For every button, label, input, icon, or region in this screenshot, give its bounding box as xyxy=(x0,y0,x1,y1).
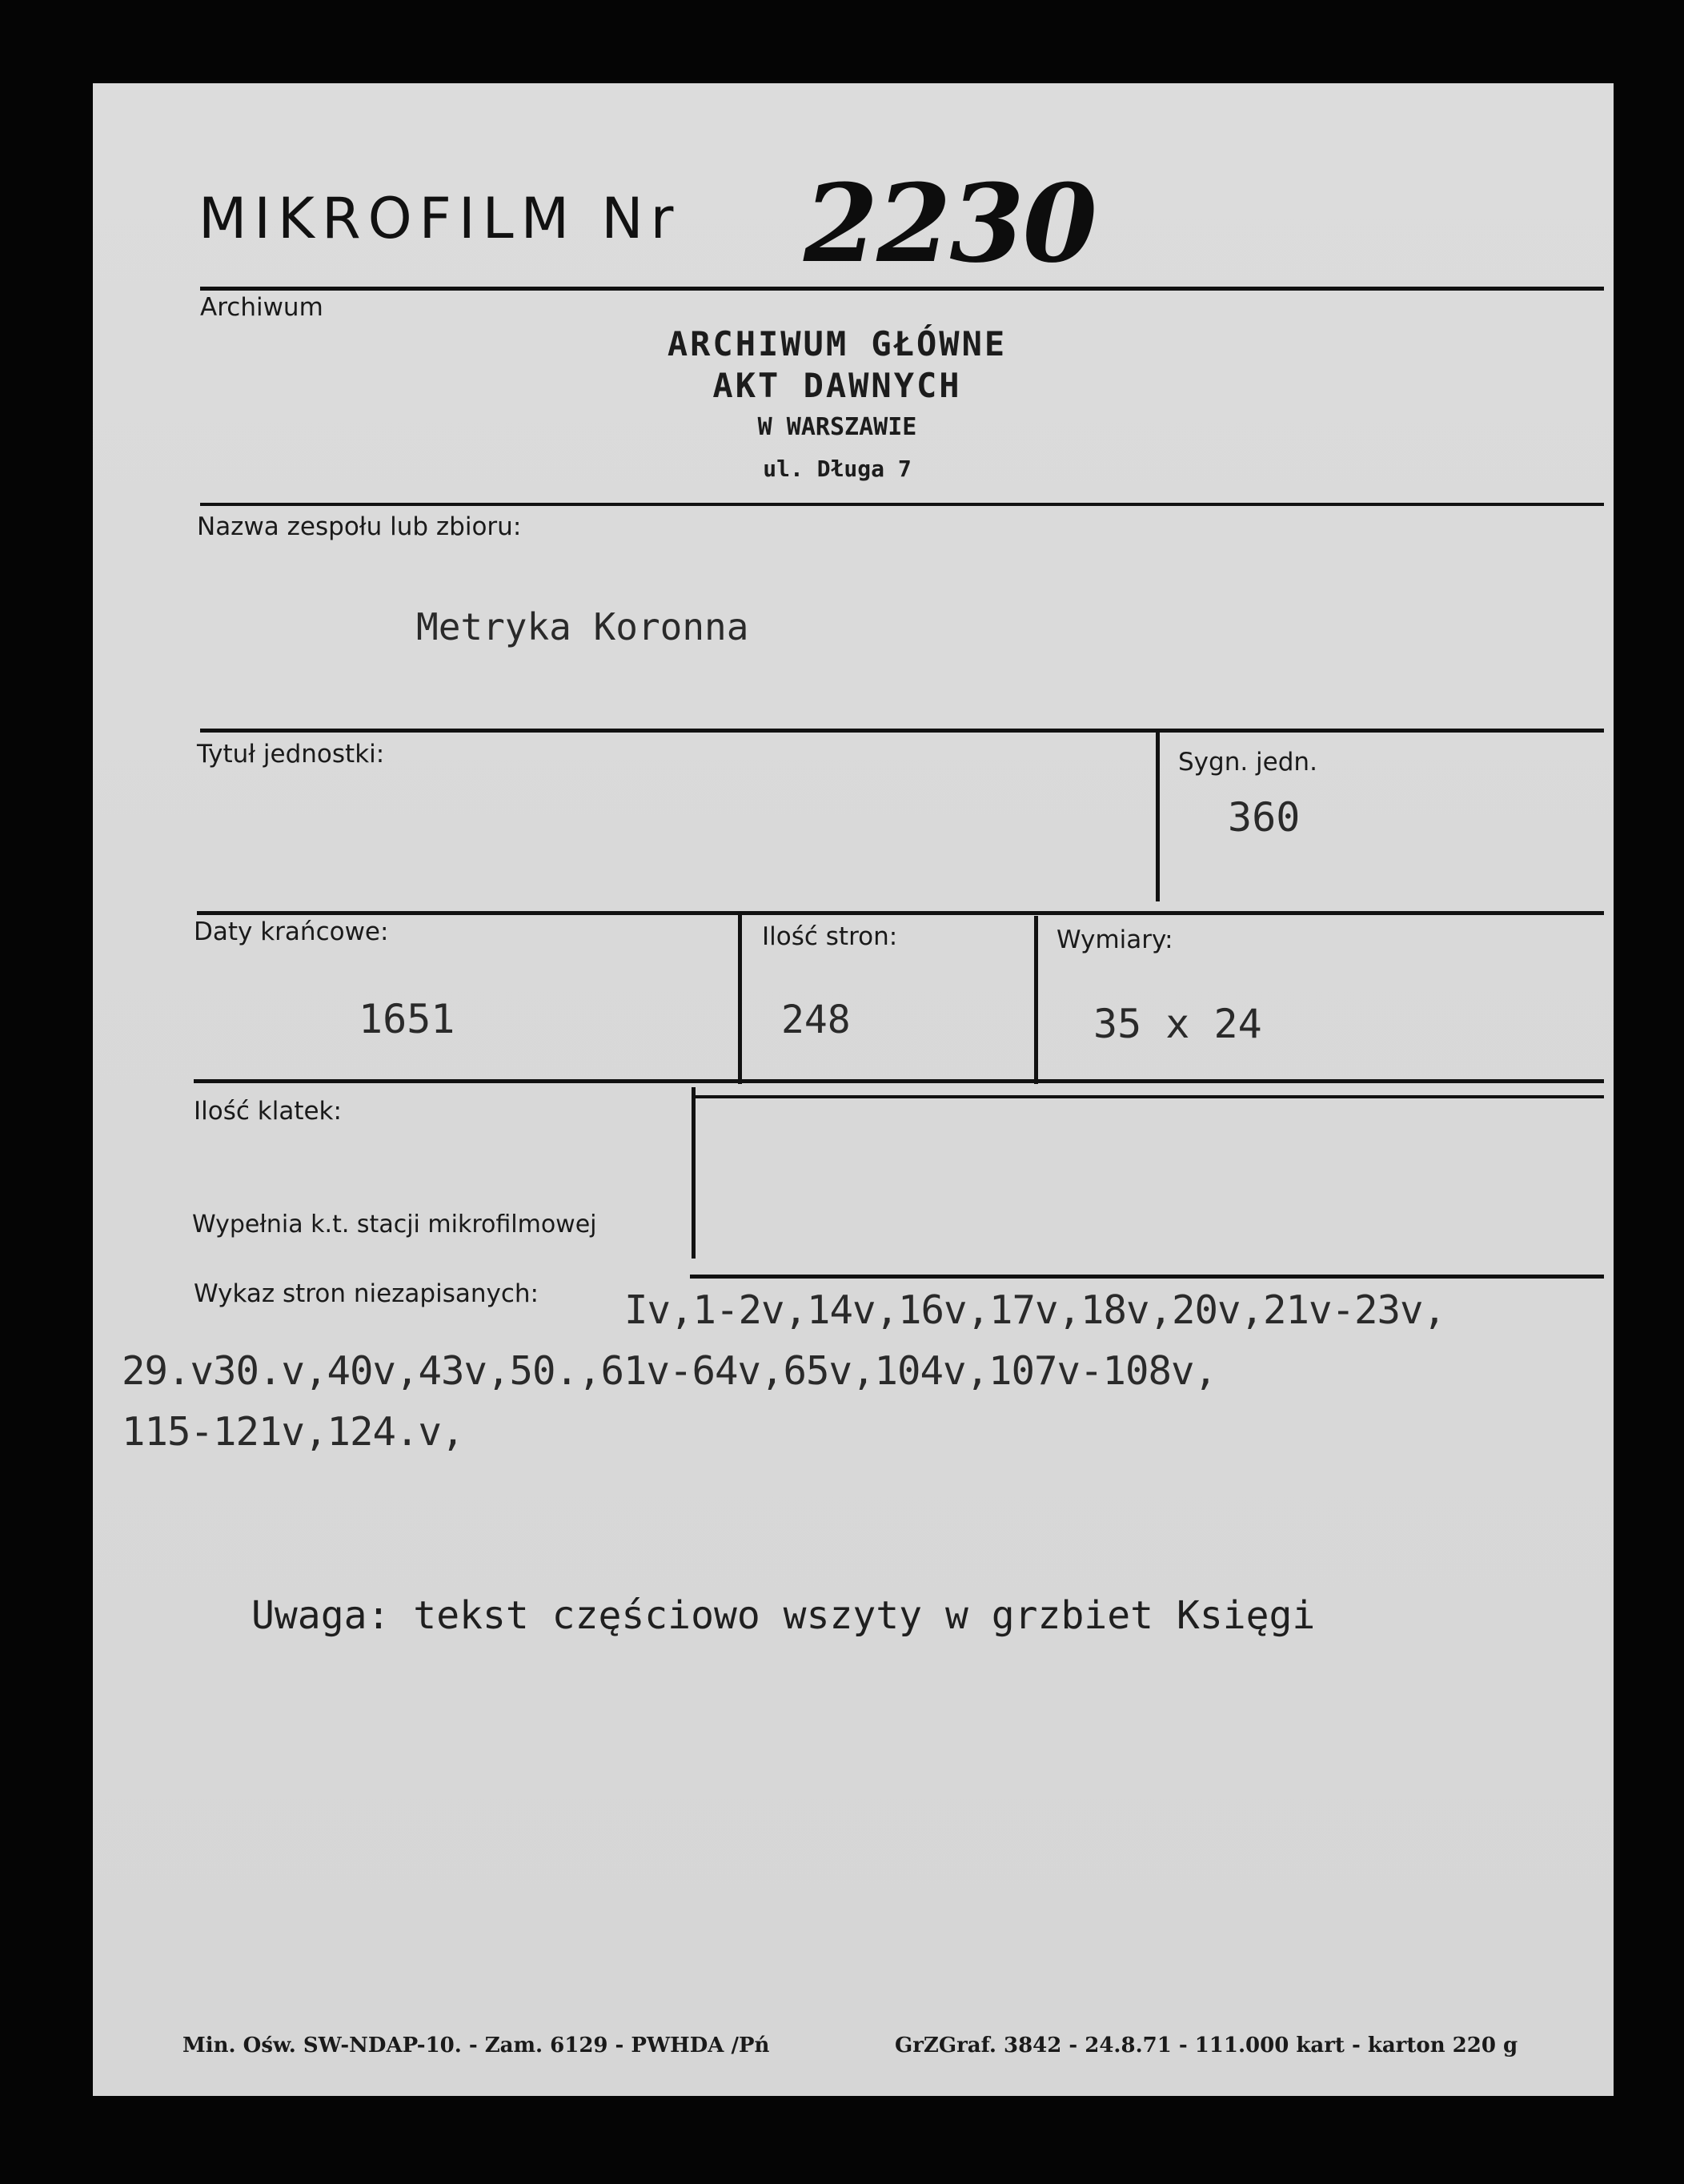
divider-header xyxy=(200,287,1604,291)
collection-label: Nazwa zespołu lub zbioru: xyxy=(197,512,522,541)
divider-dimensions xyxy=(1034,916,1038,1084)
divider-signature xyxy=(1156,732,1160,901)
stamp-line-2: AKT DAWNYCH xyxy=(712,366,962,405)
dimensions-value: 35 x 24 xyxy=(1093,1001,1262,1047)
divider-archive xyxy=(200,503,1604,506)
stamp-line-4: ul. Długa 7 xyxy=(763,456,912,482)
footer-right: GrZGraf. 3842 - 24.8.71 - 111.000 kart - karton 220 g xyxy=(895,2033,1518,2058)
stamp-line-1: ARCHIWUM GŁÓWNE xyxy=(667,324,1008,363)
divider-pages xyxy=(738,914,742,1084)
signature-value: 360 xyxy=(1228,794,1301,841)
divider-frames-top xyxy=(692,1095,1604,1098)
divider-dates xyxy=(194,1079,1604,1083)
pages-value: 248 xyxy=(781,998,851,1042)
blank-pages-line-1: Iv,1-2v,14v,16v,17v,18v,20v,21v-23v, xyxy=(624,1287,1446,1333)
signature-label: Sygn. jedn. xyxy=(1178,748,1317,777)
microfilm-card xyxy=(93,83,1614,2096)
divider-unit xyxy=(197,911,1604,915)
dimensions-label: Wymiary: xyxy=(1057,925,1173,954)
stamp-line-3: W WARSZAWIE xyxy=(757,413,917,441)
microfilm-number: 2230 xyxy=(804,160,1096,287)
frames-note: Wypełnia k.t. stacji mikrofilmowej xyxy=(192,1210,597,1239)
collection-value: Metryka Koronna xyxy=(416,605,749,648)
blank-pages-line-3: 115-121v,124.v, xyxy=(122,1409,464,1455)
pages-label: Ilość stron: xyxy=(762,922,898,951)
unit-title-label: Tytuł jednostki: xyxy=(197,740,385,769)
card-title: MIKROFILM Nr xyxy=(198,186,681,251)
frames-label: Ilość klatek: xyxy=(194,1097,342,1126)
divider-collection xyxy=(200,729,1604,733)
divider-frames xyxy=(692,1087,696,1259)
divider-frames-bottom xyxy=(690,1275,1604,1279)
archive-stamp xyxy=(573,323,1101,490)
blank-pages-line-2: 29.v30.v,40v,43v,50.,61v-64v,65v,104v,107v-108v, xyxy=(122,1348,1217,1394)
dates-label: Daty krańcowe: xyxy=(194,917,389,946)
footer-left: Min. Ośw. SW-NDAP-10. - Zam. 6129 - PWHDA /Pń xyxy=(182,2033,770,2058)
blank-pages-label: Wykaz stron niezapisanych: xyxy=(194,1279,539,1308)
dates-value: 1651 xyxy=(359,996,455,1042)
archive-label: Archiwum xyxy=(200,293,323,322)
remark: Uwaga: tekst częściowo wszyty w grzbiet Księgi xyxy=(251,1593,1316,1638)
